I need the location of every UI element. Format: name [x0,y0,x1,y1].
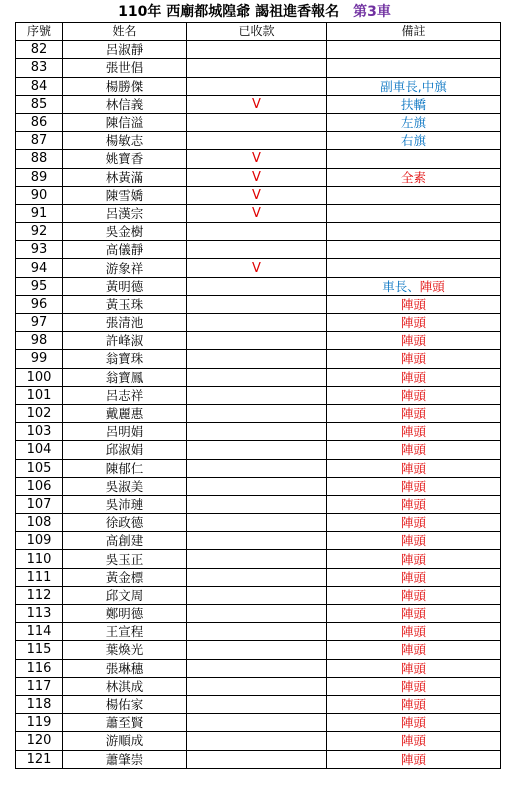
row-name: 呂志祥 [63,386,187,404]
note-segment: 陣頭 [400,333,426,349]
note-segment: 陣頭 [400,569,426,585]
note-segment: 陣頭 [400,551,426,567]
table-row [16,241,501,259]
table-row [16,750,501,768]
row-note [327,441,501,459]
row-number: 106 [16,477,63,495]
table-row [16,550,501,568]
table-row [16,150,501,168]
car-label: 第3車 [353,4,391,20]
row-paid-mark [187,659,327,677]
row-number: 89 [16,168,63,186]
page-title [0,2,509,22]
row-number: 98 [16,332,63,350]
row-note [327,659,501,677]
row-number: 94 [16,259,63,277]
row-number: 117 [16,677,63,695]
registration-table [15,22,501,769]
header-row [16,23,501,41]
row-paid-mark [187,113,327,131]
table-row [16,659,501,677]
row-number: 82 [16,41,63,59]
row-number: 119 [16,714,63,732]
row-note [327,605,501,623]
note-segment: 陣頭 [400,478,426,494]
row-note [327,477,501,495]
row-note [327,695,501,713]
row-paid-mark [187,532,327,550]
row-paid-mark: V [187,259,327,277]
row-name: 陳信溢 [63,113,187,131]
row-number: 118 [16,695,63,713]
row-number: 101 [16,386,63,404]
row-paid-mark [187,641,327,659]
note-segment: 陣頭 [419,278,445,294]
note-segment: 車長、 [382,278,420,294]
row-name: 陳郁仁 [63,459,187,477]
row-paid-mark [187,550,327,568]
row-paid-mark [187,605,327,623]
row-note [327,241,501,259]
note-segment: 陣頭 [400,406,426,422]
row-note [327,623,501,641]
row-paid-mark [187,277,327,295]
row-name: 張世倡 [63,59,187,77]
row-paid-mark: V [187,204,327,222]
table-row [16,41,501,59]
table-row [16,677,501,695]
row-name: 林黃滿 [63,168,187,186]
row-paid-mark [187,750,327,768]
row-number: 86 [16,113,63,131]
row-number: 111 [16,568,63,586]
row-name: 林淇成 [63,677,187,695]
row-paid-mark [187,714,327,732]
row-number: 91 [16,204,63,222]
row-note [327,204,501,222]
note-segment: 扶轎 [400,96,426,112]
row-paid-mark [187,41,327,59]
note-segment: 副車長,中旗 [380,78,447,94]
row-name: 呂漢宗 [63,204,187,222]
row-name: 高創建 [63,532,187,550]
table-row [16,204,501,222]
table-row [16,368,501,386]
row-paid-mark [187,459,327,477]
note-segment: 右旗 [400,133,426,149]
row-name: 呂淑靜 [63,41,187,59]
row-note [327,350,501,368]
table-row [16,386,501,404]
table-row [16,568,501,586]
row-name: 黃明德 [63,277,187,295]
table-row [16,495,501,513]
header-no: 序號 [16,23,63,41]
row-paid-mark [187,423,327,441]
row-paid-mark [187,732,327,750]
table-row [16,477,501,495]
row-note [327,404,501,422]
row-name: 吳沛璉 [63,495,187,513]
row-number: 108 [16,514,63,532]
row-paid-mark: V [187,95,327,113]
table-row [16,186,501,204]
row-name: 許峰淑 [63,332,187,350]
table-row [16,314,501,332]
row-note [327,314,501,332]
note-segment: 陣頭 [400,533,426,549]
row-note [327,586,501,604]
note-segment: 陣頭 [400,515,426,531]
row-name: 蕭肇崇 [63,750,187,768]
row-number: 103 [16,423,63,441]
row-name: 翁寶珠 [63,350,187,368]
row-name: 戴麗惠 [63,404,187,422]
table-row [16,77,501,95]
row-paid-mark [187,59,327,77]
table-row [16,623,501,641]
row-note [327,259,501,277]
table-row [16,423,501,441]
row-paid-mark [187,568,327,586]
row-note [327,368,501,386]
table-row [16,532,501,550]
row-number: 97 [16,314,63,332]
table-row [16,168,501,186]
row-name: 黃金標 [63,568,187,586]
row-number: 93 [16,241,63,259]
row-name: 葉煥光 [63,641,187,659]
row-name: 高儀靜 [63,241,187,259]
row-number: 110 [16,550,63,568]
row-paid-mark [187,295,327,313]
row-name: 張琳穗 [63,659,187,677]
row-note [327,277,501,295]
row-note [327,732,501,750]
row-number: 84 [16,77,63,95]
table-row [16,441,501,459]
row-note [327,59,501,77]
row-number: 102 [16,404,63,422]
table-row [16,113,501,131]
table-row [16,404,501,422]
table-row [16,459,501,477]
row-paid-mark [187,695,327,713]
note-segment: 左旗 [400,115,426,131]
row-paid-mark [187,314,327,332]
row-number: 113 [16,605,63,623]
table-row [16,132,501,150]
row-paid-mark [187,223,327,241]
row-paid-mark [187,332,327,350]
row-name: 林信義 [63,95,187,113]
row-note [327,495,501,513]
row-name: 黃玉珠 [63,295,187,313]
note-segment: 陣頭 [400,296,426,312]
note-segment: 陣頭 [400,387,426,403]
note-segment: 全素 [400,169,426,185]
header-paid: 已收款 [187,23,327,41]
row-name: 吳淑美 [63,477,187,495]
row-number: 85 [16,95,63,113]
row-note [327,132,501,150]
row-number: 116 [16,659,63,677]
row-name: 張清池 [63,314,187,332]
row-note [327,223,501,241]
note-segment: 陣頭 [400,442,426,458]
row-number: 107 [16,495,63,513]
note-segment: 陣頭 [400,424,426,440]
row-number: 105 [16,459,63,477]
row-note [327,332,501,350]
table-body [16,41,501,769]
row-name: 翁寶鳳 [63,368,187,386]
table-row [16,586,501,604]
row-note [327,550,501,568]
row-name: 陳雪嬌 [63,186,187,204]
note-segment: 陣頭 [400,660,426,676]
row-number: 100 [16,368,63,386]
note-segment: 陣頭 [400,751,426,767]
row-number: 112 [16,586,63,604]
row-name: 游象祥 [63,259,187,277]
row-name: 邱淑娟 [63,441,187,459]
row-name: 呂明娟 [63,423,187,441]
row-paid-mark [187,404,327,422]
note-segment: 陣頭 [400,733,426,749]
row-number: 114 [16,623,63,641]
row-paid-mark [187,623,327,641]
row-number: 88 [16,150,63,168]
row-number: 95 [16,277,63,295]
note-segment: 陣頭 [400,606,426,622]
row-note [327,532,501,550]
header-note: 備註 [327,23,501,41]
row-paid-mark [187,586,327,604]
table-row [16,332,501,350]
row-note [327,514,501,532]
row-note [327,168,501,186]
row-paid-mark [187,677,327,695]
row-note [327,77,501,95]
row-note [327,423,501,441]
row-note [327,641,501,659]
row-name: 楊勝傑 [63,77,187,95]
row-number: 120 [16,732,63,750]
table-row [16,223,501,241]
row-number: 104 [16,441,63,459]
note-segment: 陣頭 [400,697,426,713]
note-segment: 陣頭 [400,624,426,640]
row-name: 吳金樹 [63,223,187,241]
row-name: 邱文周 [63,586,187,604]
row-note [327,750,501,768]
row-paid-mark [187,350,327,368]
row-name: 游順成 [63,732,187,750]
table-row [16,641,501,659]
note-segment: 陣頭 [400,496,426,512]
note-segment: 陣頭 [400,315,426,331]
row-name: 姚寶香 [63,150,187,168]
row-note [327,95,501,113]
row-note [327,568,501,586]
row-name: 王宣程 [63,623,187,641]
row-note [327,113,501,131]
table-row [16,295,501,313]
table-row [16,605,501,623]
row-note [327,295,501,313]
row-paid-mark [187,477,327,495]
row-note [327,41,501,59]
row-note [327,677,501,695]
row-number: 90 [16,186,63,204]
table-row [16,732,501,750]
row-number: 92 [16,223,63,241]
row-paid-mark: V [187,168,327,186]
row-paid-mark: V [187,150,327,168]
note-segment: 陣頭 [400,369,426,385]
row-paid-mark [187,77,327,95]
row-number: 83 [16,59,63,77]
title-text: 110年 西廟都城隍爺 謁祖進香報名 [118,4,340,20]
table-row [16,259,501,277]
table-row [16,95,501,113]
table-row [16,59,501,77]
row-note [327,459,501,477]
row-note [327,150,501,168]
row-paid-mark [187,241,327,259]
row-note [327,714,501,732]
row-note [327,186,501,204]
note-segment: 陣頭 [400,678,426,694]
note-segment: 陣頭 [400,587,426,603]
row-name: 蕭至賢 [63,714,187,732]
table-row [16,514,501,532]
table-row [16,350,501,368]
row-paid-mark [187,368,327,386]
row-name: 吳玉正 [63,550,187,568]
note-segment: 陣頭 [400,715,426,731]
row-number: 96 [16,295,63,313]
note-segment: 陣頭 [400,351,426,367]
note-segment: 陣頭 [400,642,426,658]
table-row [16,695,501,713]
row-paid-mark [187,132,327,150]
row-paid-mark [187,386,327,404]
row-note [327,386,501,404]
table-row [16,714,501,732]
header-name: 姓名 [63,23,187,41]
row-number: 109 [16,532,63,550]
row-paid-mark [187,441,327,459]
row-number: 87 [16,132,63,150]
row-paid-mark [187,495,327,513]
row-name: 楊敏志 [63,132,187,150]
row-number: 99 [16,350,63,368]
row-name: 徐政德 [63,514,187,532]
table-row [16,277,501,295]
row-name: 鄭明德 [63,605,187,623]
row-number: 121 [16,750,63,768]
row-name: 楊佑家 [63,695,187,713]
row-paid-mark: V [187,186,327,204]
row-paid-mark [187,514,327,532]
note-segment: 陣頭 [400,460,426,476]
row-number: 115 [16,641,63,659]
